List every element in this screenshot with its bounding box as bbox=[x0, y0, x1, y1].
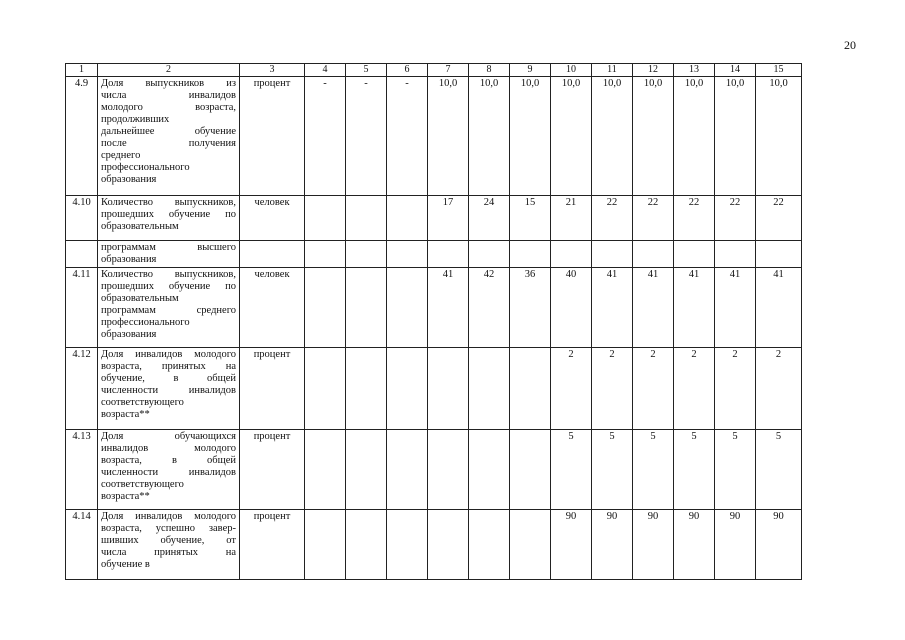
column-header-7: 7 bbox=[428, 64, 469, 77]
year-value-col-14: 41 bbox=[715, 268, 756, 348]
indicator-description bbox=[98, 241, 240, 268]
year-value-col-14: 5 bbox=[715, 430, 756, 510]
description-line: молодого возраста, bbox=[101, 102, 236, 113]
year-value-col-10: 40 bbox=[551, 268, 592, 348]
description-line: обучение в bbox=[101, 559, 150, 570]
description-line: образования bbox=[101, 254, 157, 265]
year-value-col-7 bbox=[428, 348, 469, 430]
year-value-col-11 bbox=[592, 241, 633, 268]
year-value-col-7: 10,0 bbox=[428, 77, 469, 196]
indicator-description bbox=[98, 430, 240, 510]
row-number: 4.13 bbox=[66, 430, 98, 510]
column-header-13: 13 bbox=[674, 64, 715, 77]
table-row bbox=[66, 510, 802, 580]
description-line: после получения bbox=[101, 138, 236, 149]
year-value-col-14: 90 bbox=[715, 510, 756, 580]
year-value-col-8 bbox=[469, 241, 510, 268]
description-line: Количество выпускников, bbox=[101, 269, 236, 280]
year-value-col-11: 10,0 bbox=[592, 77, 633, 196]
column-header-6: 6 bbox=[387, 64, 428, 77]
year-value-col-9 bbox=[510, 430, 551, 510]
year-value-col-15: 2 bbox=[756, 348, 802, 430]
year-value-col-12 bbox=[633, 241, 674, 268]
year-value-col-12: 10,0 bbox=[633, 77, 674, 196]
description-line: числа принятых на bbox=[101, 547, 236, 558]
year-value-col-8 bbox=[469, 348, 510, 430]
year-value-col-14 bbox=[715, 241, 756, 268]
indicator-description bbox=[98, 196, 240, 241]
year-value-col-11: 90 bbox=[592, 510, 633, 580]
year-value-col-13: 2 bbox=[674, 348, 715, 430]
year-value-col-6 bbox=[387, 241, 428, 268]
year-value-col-6 bbox=[387, 348, 428, 430]
description-line: соответствующего bbox=[101, 397, 184, 408]
description-line: численности инвалидов bbox=[101, 385, 236, 396]
description-line: образования bbox=[101, 329, 157, 340]
unit-of-measure: процент bbox=[240, 510, 305, 580]
year-value-col-4 bbox=[305, 241, 346, 268]
column-header-8: 8 bbox=[469, 64, 510, 77]
column-header-10: 10 bbox=[551, 64, 592, 77]
unit-of-measure: процент bbox=[240, 348, 305, 430]
description-line: шивших обучение, от bbox=[101, 535, 236, 546]
year-value-col-14: 10,0 bbox=[715, 77, 756, 196]
year-value-col-9: 10,0 bbox=[510, 77, 551, 196]
year-value-col-15: 5 bbox=[756, 430, 802, 510]
year-value-col-12: 22 bbox=[633, 196, 674, 241]
year-value-col-5 bbox=[346, 268, 387, 348]
year-value-col-10 bbox=[551, 241, 592, 268]
year-value-col-9: 15 bbox=[510, 196, 551, 241]
description-line: числа инвалидов bbox=[101, 90, 236, 101]
unit-of-measure bbox=[240, 241, 305, 268]
year-value-col-11: 2 bbox=[592, 348, 633, 430]
description-line: инвалидов молодого bbox=[101, 443, 236, 454]
description-line: среднего bbox=[101, 150, 141, 161]
unit-of-measure: процент bbox=[240, 77, 305, 196]
year-value-col-8: 10,0 bbox=[469, 77, 510, 196]
year-value-col-5 bbox=[346, 510, 387, 580]
year-value-col-8: 24 bbox=[469, 196, 510, 241]
column-header-12: 12 bbox=[633, 64, 674, 77]
description-line: Доля выпускников из bbox=[101, 78, 236, 89]
year-value-col-6: - bbox=[387, 77, 428, 196]
year-value-col-14: 22 bbox=[715, 196, 756, 241]
year-value-col-13: 5 bbox=[674, 430, 715, 510]
year-value-col-11: 22 bbox=[592, 196, 633, 241]
column-header-11: 11 bbox=[592, 64, 633, 77]
column-header-2: 2 bbox=[98, 64, 240, 77]
description-line: программам среднего bbox=[101, 305, 236, 316]
column-header-9: 9 bbox=[510, 64, 551, 77]
description-line: численности инвалидов bbox=[101, 467, 236, 478]
year-value-col-5: - bbox=[346, 77, 387, 196]
column-header-15: 15 bbox=[756, 64, 802, 77]
description-line: дальнейшее обучение bbox=[101, 126, 236, 137]
description-line: обучение, в общей bbox=[101, 373, 236, 384]
unit-of-measure: человек bbox=[240, 196, 305, 241]
description-line: соответствующего bbox=[101, 479, 184, 490]
year-value-col-4 bbox=[305, 510, 346, 580]
year-value-col-4 bbox=[305, 196, 346, 241]
year-value-col-4 bbox=[305, 430, 346, 510]
description-line: образовательным bbox=[101, 221, 179, 232]
description-line: образования bbox=[101, 174, 157, 185]
table-row bbox=[66, 196, 802, 241]
year-value-col-10: 5 bbox=[551, 430, 592, 510]
column-header-14: 14 bbox=[715, 64, 756, 77]
year-value-col-12: 41 bbox=[633, 268, 674, 348]
description-line: возраста** bbox=[101, 409, 150, 420]
table-row bbox=[66, 348, 802, 430]
description-line: Доля обучающихся bbox=[101, 431, 236, 442]
description-line: возраста, успешно завер- bbox=[101, 523, 236, 534]
description-line: возраста** bbox=[101, 491, 150, 502]
year-value-col-10: 90 bbox=[551, 510, 592, 580]
description-line: прошедших обучение по bbox=[101, 209, 236, 220]
year-value-col-11: 41 bbox=[592, 268, 633, 348]
description-line: профессионального bbox=[101, 317, 190, 328]
row-number: 4.11 bbox=[66, 268, 98, 348]
year-value-col-10: 10,0 bbox=[551, 77, 592, 196]
year-value-col-5 bbox=[346, 430, 387, 510]
year-value-col-12: 90 bbox=[633, 510, 674, 580]
year-value-col-8 bbox=[469, 510, 510, 580]
indicator-description bbox=[98, 510, 240, 580]
indicator-description bbox=[98, 77, 240, 196]
year-value-col-4 bbox=[305, 348, 346, 430]
year-value-col-9: 36 bbox=[510, 268, 551, 348]
year-value-col-15 bbox=[756, 241, 802, 268]
year-value-col-13 bbox=[674, 241, 715, 268]
table-row bbox=[66, 268, 802, 348]
description-line: программам высшего bbox=[101, 242, 236, 253]
year-value-col-15: 41 bbox=[756, 268, 802, 348]
unit-of-measure: процент bbox=[240, 430, 305, 510]
description-line: образовательным bbox=[101, 293, 179, 304]
unit-of-measure: человек bbox=[240, 268, 305, 348]
year-value-col-14: 2 bbox=[715, 348, 756, 430]
description-line: Количество выпускников, bbox=[101, 197, 236, 208]
column-header-1: 1 bbox=[66, 64, 98, 77]
year-value-col-8 bbox=[469, 430, 510, 510]
column-header-5: 5 bbox=[346, 64, 387, 77]
year-value-col-10: 21 bbox=[551, 196, 592, 241]
year-value-col-13: 10,0 bbox=[674, 77, 715, 196]
year-value-col-9 bbox=[510, 241, 551, 268]
year-value-col-9 bbox=[510, 348, 551, 430]
year-value-col-5 bbox=[346, 241, 387, 268]
header-row bbox=[66, 64, 802, 77]
description-line: Доля инвалидов молодого bbox=[101, 511, 236, 522]
year-value-col-6 bbox=[387, 510, 428, 580]
indicators-table bbox=[65, 63, 802, 580]
description-line: возраста, принятых на bbox=[101, 361, 236, 372]
year-value-col-7: 41 bbox=[428, 268, 469, 348]
year-value-col-5 bbox=[346, 196, 387, 241]
year-value-col-13: 41 bbox=[674, 268, 715, 348]
year-value-col-15: 10,0 bbox=[756, 77, 802, 196]
indicator-description bbox=[98, 268, 240, 348]
year-value-col-12: 2 bbox=[633, 348, 674, 430]
year-value-col-6 bbox=[387, 430, 428, 510]
table-row bbox=[66, 241, 802, 268]
year-value-col-5 bbox=[346, 348, 387, 430]
column-header-4: 4 bbox=[305, 64, 346, 77]
year-value-col-12: 5 bbox=[633, 430, 674, 510]
year-value-col-6 bbox=[387, 196, 428, 241]
year-value-col-4: - bbox=[305, 77, 346, 196]
year-value-col-6 bbox=[387, 268, 428, 348]
year-value-col-13: 22 bbox=[674, 196, 715, 241]
year-value-col-7 bbox=[428, 430, 469, 510]
page-number: 20 bbox=[844, 38, 856, 52]
year-value-col-13: 90 bbox=[674, 510, 715, 580]
row-number bbox=[66, 241, 98, 268]
row-number: 4.9 bbox=[66, 77, 98, 196]
year-value-col-7 bbox=[428, 241, 469, 268]
row-number: 4.14 bbox=[66, 510, 98, 580]
year-value-col-10: 2 bbox=[551, 348, 592, 430]
row-number: 4.12 bbox=[66, 348, 98, 430]
year-value-col-15: 90 bbox=[756, 510, 802, 580]
year-value-col-8: 42 bbox=[469, 268, 510, 348]
description-line: возраста, в общей bbox=[101, 455, 236, 466]
description-line: продолживших bbox=[101, 114, 170, 125]
row-number: 4.10 bbox=[66, 196, 98, 241]
table-row bbox=[66, 77, 802, 196]
table-row bbox=[66, 430, 802, 510]
year-value-col-7 bbox=[428, 510, 469, 580]
year-value-col-7: 17 bbox=[428, 196, 469, 241]
column-header-3: 3 bbox=[240, 64, 305, 77]
year-value-col-9 bbox=[510, 510, 551, 580]
description-line: прошедших обучение по bbox=[101, 281, 236, 292]
year-value-col-15: 22 bbox=[756, 196, 802, 241]
description-line: Доля инвалидов молодого bbox=[101, 349, 236, 360]
year-value-col-4 bbox=[305, 268, 346, 348]
year-value-col-11: 5 bbox=[592, 430, 633, 510]
description-line: профессионального bbox=[101, 162, 190, 173]
indicator-description bbox=[98, 348, 240, 430]
